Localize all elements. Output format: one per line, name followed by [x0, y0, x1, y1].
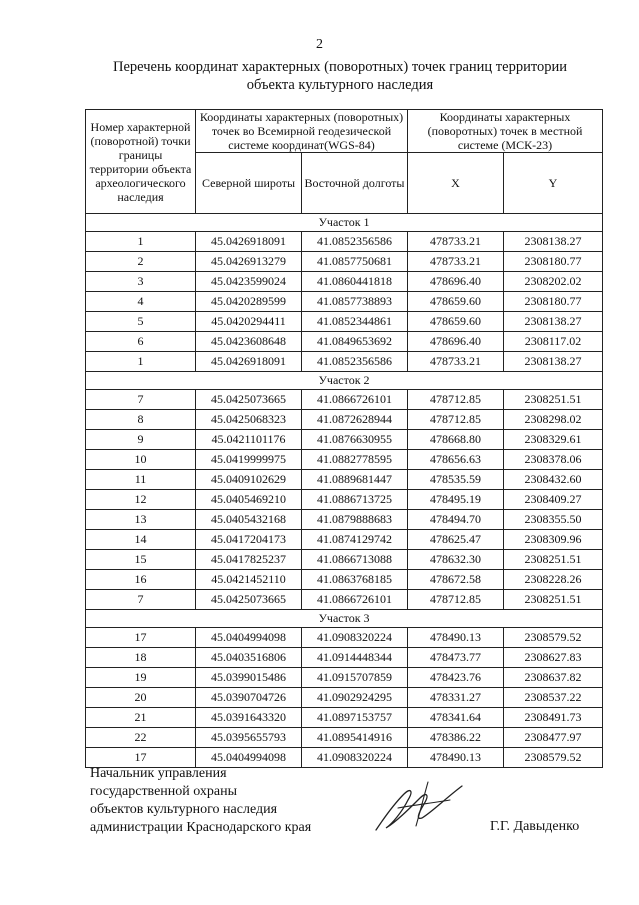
cell-y: 2308251.51: [504, 590, 603, 610]
table-row: [86, 332, 603, 352]
table-row: [86, 272, 603, 292]
table-row: [86, 470, 603, 490]
cell-point-number: 1: [86, 352, 196, 372]
cell-y: 2308180.77: [504, 252, 603, 272]
table-row: [86, 708, 603, 728]
cell-longitude: 41.0879888683: [302, 510, 408, 530]
cell-point-number: 11: [86, 470, 196, 490]
cell-y: 2308432.60: [504, 470, 603, 490]
document-title: [60, 58, 620, 94]
title-line-1: Перечень координат характерных (поворотных) точек границ территории: [112, 59, 568, 75]
cell-x: 478733.21: [408, 232, 504, 252]
cell-x: 478495.19: [408, 490, 504, 510]
cell-latitude: 45.0391643320: [196, 708, 302, 728]
cell-y: 2308251.51: [504, 390, 603, 410]
cell-latitude: 45.0421452110: [196, 570, 302, 590]
cell-latitude: 45.0425073665: [196, 390, 302, 410]
cell-point-number: 7: [86, 590, 196, 610]
cell-y: 2308298.02: [504, 410, 603, 430]
cell-point-number: 21: [86, 708, 196, 728]
cell-latitude: 45.0405432168: [196, 510, 302, 530]
cell-latitude: 45.0417825237: [196, 550, 302, 570]
header-wgs84: Координаты характерных (поворотных) точек во Всемирной геодезической системе координат(WGS-84): [196, 110, 408, 153]
cell-y: 2308491.73: [504, 708, 603, 728]
cell-latitude: 45.0404994098: [196, 628, 302, 648]
cell-longitude: 41.0897153757: [302, 708, 408, 728]
cell-point-number: 13: [86, 510, 196, 530]
cell-y: 2308637.82: [504, 668, 603, 688]
cell-longitude: 41.0902924295: [302, 688, 408, 708]
header-x: X: [408, 153, 504, 214]
cell-point-number: 14: [86, 530, 196, 550]
cell-y: 2308627.83: [504, 648, 603, 668]
cell-x: 478712.85: [408, 390, 504, 410]
cell-point-number: 17: [86, 748, 196, 768]
signer-line-3: объектов культурного наследия: [90, 802, 278, 817]
cell-longitude: 41.0895414916: [302, 728, 408, 748]
cell-latitude: 45.0423599024: [196, 272, 302, 292]
cell-x: 478712.85: [408, 410, 504, 430]
table-row: [86, 530, 603, 550]
cell-point-number: 22: [86, 728, 196, 748]
signer-name: Г.Г. Давыденко: [490, 819, 580, 834]
cell-longitude: 41.0852356586: [302, 232, 408, 252]
cell-y: 2308180.77: [504, 292, 603, 312]
cell-y: 2308579.52: [504, 628, 603, 648]
cell-x: 478656.63: [408, 450, 504, 470]
cell-point-number: 7: [86, 390, 196, 410]
cell-point-number: 10: [86, 450, 196, 470]
cell-point-number: 2: [86, 252, 196, 272]
cell-x: 478331.27: [408, 688, 504, 708]
cell-point-number: 5: [86, 312, 196, 332]
table-row: [86, 590, 603, 610]
header-msk23: Координаты характерных (поворотных) точек в местной системе (МСК-23): [408, 110, 603, 153]
section-row: [86, 214, 603, 232]
cell-latitude: 45.0425068323: [196, 410, 302, 430]
table-row: [86, 728, 603, 748]
signer-line-4: администрации Краснодарского края: [90, 820, 312, 835]
cell-x: 478672.58: [408, 570, 504, 590]
signature: [370, 778, 470, 836]
table-row: [86, 490, 603, 510]
table-row: [86, 430, 603, 450]
cell-x: 478423.76: [408, 668, 504, 688]
cell-latitude: 45.0425073665: [196, 590, 302, 610]
cell-point-number: 16: [86, 570, 196, 590]
table-row: [86, 312, 603, 332]
cell-x: 478733.21: [408, 352, 504, 372]
cell-x: 478535.59: [408, 470, 504, 490]
cell-x: 478490.13: [408, 748, 504, 768]
table-row: [86, 252, 603, 272]
cell-y: 2308138.27: [504, 352, 603, 372]
cell-x: 478632.30: [408, 550, 504, 570]
signer-block: [90, 765, 311, 837]
cell-y: 2308117.02: [504, 332, 603, 352]
cell-longitude: 41.0863768185: [302, 570, 408, 590]
cell-y: 2308409.27: [504, 490, 603, 510]
cell-x: 478712.85: [408, 590, 504, 610]
cell-point-number: 1: [86, 232, 196, 252]
cell-latitude: 45.0395655793: [196, 728, 302, 748]
cell-x: 478490.13: [408, 628, 504, 648]
cell-longitude: 41.0874129742: [302, 530, 408, 550]
cell-y: 2308138.27: [504, 312, 603, 332]
table-row: [86, 390, 603, 410]
table-row: [86, 410, 603, 430]
cell-y: 2308329.61: [504, 430, 603, 450]
cell-latitude: 45.0420294411: [196, 312, 302, 332]
cell-x: 478733.21: [408, 252, 504, 272]
cell-latitude: 45.0423608648: [196, 332, 302, 352]
cell-point-number: 15: [86, 550, 196, 570]
signer-line-1: Начальник управления: [90, 766, 227, 781]
cell-latitude: 45.0419999975: [196, 450, 302, 470]
cell-longitude: 41.0866713088: [302, 550, 408, 570]
table-body: [86, 214, 603, 768]
cell-latitude: 45.0426913279: [196, 252, 302, 272]
title-line-2: объекта культурного наследия: [246, 77, 434, 93]
cell-x: 478659.60: [408, 312, 504, 332]
cell-y: 2308309.96: [504, 530, 603, 550]
cell-longitude: 41.0914448344: [302, 648, 408, 668]
coordinates-table: [85, 109, 603, 768]
header-point-number: Номер характерной (поворотной) точки границы территории объекта археологического наследия: [86, 110, 196, 214]
cell-y: 2308477.97: [504, 728, 603, 748]
cell-latitude: 45.0403516806: [196, 648, 302, 668]
cell-x: 478625.47: [408, 530, 504, 550]
cell-point-number: 12: [86, 490, 196, 510]
cell-x: 478696.40: [408, 272, 504, 292]
cell-y: 2308138.27: [504, 232, 603, 252]
cell-longitude: 41.0889681447: [302, 470, 408, 490]
table-row: [86, 352, 603, 372]
cell-point-number: 18: [86, 648, 196, 668]
table-row: [86, 668, 603, 688]
cell-latitude: 45.0426918091: [196, 232, 302, 252]
section-row: [86, 372, 603, 390]
cell-longitude: 41.0866726101: [302, 590, 408, 610]
header-latitude: Северной широты: [196, 153, 302, 214]
cell-y: 2308537.22: [504, 688, 603, 708]
cell-longitude: 41.0860441818: [302, 272, 408, 292]
page-number: 2: [316, 37, 323, 52]
section-title: Участок 2: [86, 372, 603, 390]
table-row: [86, 292, 603, 312]
cell-y: 2308355.50: [504, 510, 603, 530]
table-row: [86, 648, 603, 668]
section-row: [86, 610, 603, 628]
cell-point-number: 6: [86, 332, 196, 352]
cell-x: 478659.60: [408, 292, 504, 312]
table-row: [86, 510, 603, 530]
cell-x: 478386.22: [408, 728, 504, 748]
table-row: [86, 628, 603, 648]
cell-x: 478473.77: [408, 648, 504, 668]
cell-longitude: 41.0872628944: [302, 410, 408, 430]
cell-latitude: 45.0420289599: [196, 292, 302, 312]
cell-point-number: 20: [86, 688, 196, 708]
cell-longitude: 41.0852356586: [302, 352, 408, 372]
cell-longitude: 41.0908320224: [302, 748, 408, 768]
cell-y: 2308228.26: [504, 570, 603, 590]
cell-latitude: 45.0417204173: [196, 530, 302, 550]
cell-longitude: 41.0866726101: [302, 390, 408, 410]
cell-point-number: 8: [86, 410, 196, 430]
cell-longitude: 41.0876630955: [302, 430, 408, 450]
cell-x: 478494.70: [408, 510, 504, 530]
cell-longitude: 41.0852344861: [302, 312, 408, 332]
table-row: [86, 570, 603, 590]
cell-longitude: 41.0908320224: [302, 628, 408, 648]
cell-point-number: 4: [86, 292, 196, 312]
cell-latitude: 45.0399015486: [196, 668, 302, 688]
section-title: Участок 1: [86, 214, 603, 232]
cell-y: 2308378.06: [504, 450, 603, 470]
cell-latitude: 45.0405469210: [196, 490, 302, 510]
table-row: [86, 688, 603, 708]
cell-point-number: 9: [86, 430, 196, 450]
cell-latitude: 45.0409102629: [196, 470, 302, 490]
cell-x: 478668.80: [408, 430, 504, 450]
signer-line-2: государственной охраны: [90, 784, 238, 799]
cell-longitude: 41.0915707859: [302, 668, 408, 688]
section-title: Участок 3: [86, 610, 603, 628]
cell-y: 2308251.51: [504, 550, 603, 570]
cell-longitude: 41.0849653692: [302, 332, 408, 352]
cell-y: 2308579.52: [504, 748, 603, 768]
table-row: [86, 550, 603, 570]
cell-latitude: 45.0421101176: [196, 430, 302, 450]
cell-x: 478696.40: [408, 332, 504, 352]
header-y: Y: [504, 153, 603, 214]
cell-latitude: 45.0426918091: [196, 352, 302, 372]
cell-point-number: 19: [86, 668, 196, 688]
header-longitude: Восточной долготы: [302, 153, 408, 214]
cell-latitude: 45.0404994098: [196, 748, 302, 768]
cell-longitude: 41.0882778595: [302, 450, 408, 470]
cell-x: 478341.64: [408, 708, 504, 728]
table-row: [86, 232, 603, 252]
cell-y: 2308202.02: [504, 272, 603, 292]
cell-point-number: 17: [86, 628, 196, 648]
cell-latitude: 45.0390704726: [196, 688, 302, 708]
cell-point-number: 3: [86, 272, 196, 292]
cell-longitude: 41.0857750681: [302, 252, 408, 272]
table-row: [86, 450, 603, 470]
cell-longitude: 41.0886713725: [302, 490, 408, 510]
cell-longitude: 41.0857738893: [302, 292, 408, 312]
